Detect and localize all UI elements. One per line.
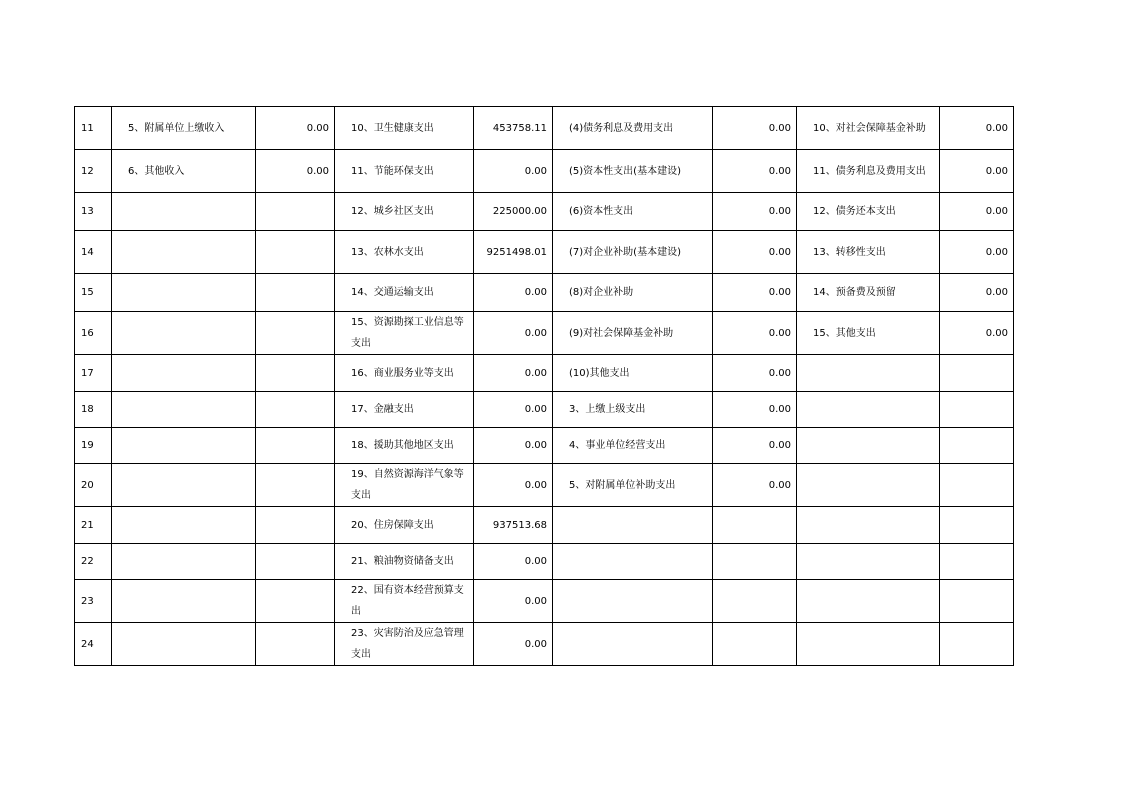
table-row <box>75 231 1014 274</box>
function-expense-amount: 225000.00 <box>474 193 553 231</box>
income-item-amount <box>256 193 335 231</box>
gov-expense-label <box>797 507 940 544</box>
income-item-label <box>112 355 256 392</box>
gov-expense-amount <box>940 355 1014 392</box>
economic-expense-amount: 0.00 <box>713 231 797 274</box>
row-number: 17 <box>75 355 112 392</box>
function-expense-amount: 453758.11 <box>474 107 553 150</box>
income-item-amount <box>256 312 335 355</box>
economic-expense-label: (4)债务利息及费用支出 <box>553 107 713 150</box>
function-expense-amount: 0.00 <box>474 392 553 428</box>
gov-expense-amount: 0.00 <box>940 312 1014 355</box>
economic-expense-amount: 0.00 <box>713 355 797 392</box>
table-row <box>75 507 1014 544</box>
row-number: 12 <box>75 150 112 193</box>
income-item-label <box>112 464 256 507</box>
table-row <box>75 107 1014 150</box>
row-number: 22 <box>75 544 112 580</box>
economic-expense-amount <box>713 507 797 544</box>
gov-expense-amount: 0.00 <box>940 193 1014 231</box>
income-item-label <box>112 544 256 580</box>
table-body <box>75 107 1014 666</box>
function-expense-amount: 0.00 <box>474 355 553 392</box>
gov-expense-amount <box>940 464 1014 507</box>
row-number: 19 <box>75 428 112 464</box>
income-item-label <box>112 623 256 666</box>
economic-expense-amount: 0.00 <box>713 107 797 150</box>
function-expense-amount: 0.00 <box>474 623 553 666</box>
income-item-label <box>112 231 256 274</box>
row-number: 11 <box>75 107 112 150</box>
gov-expense-label: 15、其他支出 <box>797 312 940 355</box>
table-row <box>75 623 1014 666</box>
function-expense-label: 18、援助其他地区支出 <box>335 428 474 464</box>
economic-expense-label: 4、事业单位经营支出 <box>553 428 713 464</box>
income-item-amount <box>256 507 335 544</box>
income-item-label: 5、附属单位上缴收入 <box>112 107 256 150</box>
income-item-amount <box>256 544 335 580</box>
function-expense-label: 23、灾害防治及应急管理支出 <box>335 623 474 666</box>
table-row <box>75 150 1014 193</box>
economic-expense-amount: 0.00 <box>713 312 797 355</box>
table-row <box>75 392 1014 428</box>
gov-expense-amount <box>940 428 1014 464</box>
income-item-label <box>112 507 256 544</box>
table-row <box>75 274 1014 312</box>
function-expense-label: 20、住房保障支出 <box>335 507 474 544</box>
row-number: 20 <box>75 464 112 507</box>
gov-expense-label <box>797 392 940 428</box>
gov-expense-amount: 0.00 <box>940 274 1014 312</box>
economic-expense-label: (7)对企业补助(基本建设) <box>553 231 713 274</box>
income-item-amount <box>256 392 335 428</box>
table-row <box>75 464 1014 507</box>
income-item-amount: 0.00 <box>256 107 335 150</box>
function-expense-label: 11、节能环保支出 <box>335 150 474 193</box>
gov-expense-label: 11、债务利息及费用支出 <box>797 150 940 193</box>
gov-expense-amount <box>940 580 1014 623</box>
economic-expense-label <box>553 544 713 580</box>
table-row <box>75 544 1014 580</box>
economic-expense-amount <box>713 580 797 623</box>
gov-expense-label: 10、对社会保障基金补助 <box>797 107 940 150</box>
income-item-amount <box>256 231 335 274</box>
economic-expense-label <box>553 580 713 623</box>
income-item-label <box>112 193 256 231</box>
income-item-amount <box>256 464 335 507</box>
row-number: 14 <box>75 231 112 274</box>
row-number: 13 <box>75 193 112 231</box>
income-item-amount <box>256 428 335 464</box>
gov-expense-amount <box>940 392 1014 428</box>
income-item-label <box>112 580 256 623</box>
economic-expense-label: (5)资本性支出(基本建设) <box>553 150 713 193</box>
economic-expense-label: (9)对社会保障基金补助 <box>553 312 713 355</box>
gov-expense-label: 12、债务还本支出 <box>797 193 940 231</box>
economic-expense-amount <box>713 623 797 666</box>
row-number: 15 <box>75 274 112 312</box>
economic-expense-label: (10)其他支出 <box>553 355 713 392</box>
function-expense-label: 13、农林水支出 <box>335 231 474 274</box>
table-row <box>75 355 1014 392</box>
economic-expense-amount: 0.00 <box>713 193 797 231</box>
gov-expense-label <box>797 580 940 623</box>
row-number: 24 <box>75 623 112 666</box>
economic-expense-label <box>553 507 713 544</box>
function-expense-label: 21、粮油物资储备支出 <box>335 544 474 580</box>
table-row <box>75 428 1014 464</box>
gov-expense-amount <box>940 623 1014 666</box>
gov-expense-label <box>797 428 940 464</box>
gov-expense-amount <box>940 507 1014 544</box>
function-expense-label: 12、城乡社区支出 <box>335 193 474 231</box>
income-item-label <box>112 392 256 428</box>
gov-expense-label <box>797 544 940 580</box>
gov-expense-label: 14、预备费及预留 <box>797 274 940 312</box>
function-expense-label: 17、金融支出 <box>335 392 474 428</box>
row-number: 16 <box>75 312 112 355</box>
function-expense-label: 10、卫生健康支出 <box>335 107 474 150</box>
income-item-amount <box>256 274 335 312</box>
income-item-amount <box>256 355 335 392</box>
economic-expense-amount <box>713 544 797 580</box>
function-expense-amount: 9251498.01 <box>474 231 553 274</box>
economic-expense-label: (6)资本性支出 <box>553 193 713 231</box>
budget-table <box>74 106 1014 666</box>
economic-expense-label: (8)对企业补助 <box>553 274 713 312</box>
table-row <box>75 312 1014 355</box>
row-number: 21 <box>75 507 112 544</box>
gov-expense-label <box>797 623 940 666</box>
function-expense-amount: 0.00 <box>474 428 553 464</box>
income-item-label <box>112 428 256 464</box>
row-number: 18 <box>75 392 112 428</box>
income-item-amount: 0.00 <box>256 150 335 193</box>
economic-expense-amount: 0.00 <box>713 150 797 193</box>
gov-expense-amount <box>940 544 1014 580</box>
function-expense-amount: 0.00 <box>474 150 553 193</box>
function-expense-label: 16、商业服务业等支出 <box>335 355 474 392</box>
function-expense-amount: 0.00 <box>474 312 553 355</box>
gov-expense-amount: 0.00 <box>940 231 1014 274</box>
function-expense-amount: 0.00 <box>474 274 553 312</box>
table-row <box>75 580 1014 623</box>
function-expense-label: 14、交通运输支出 <box>335 274 474 312</box>
function-expense-amount: 0.00 <box>474 464 553 507</box>
function-expense-amount: 0.00 <box>474 580 553 623</box>
income-item-label: 6、其他收入 <box>112 150 256 193</box>
income-item-label <box>112 312 256 355</box>
economic-expense-amount: 0.00 <box>713 392 797 428</box>
function-expense-label: 22、国有资本经营预算支出 <box>335 580 474 623</box>
function-expense-label: 15、资源勘探工业信息等支出 <box>335 312 474 355</box>
economic-expense-amount: 0.00 <box>713 428 797 464</box>
economic-expense-label: 5、对附属单位补助支出 <box>553 464 713 507</box>
income-item-label <box>112 274 256 312</box>
function-expense-amount: 0.00 <box>474 544 553 580</box>
income-item-amount <box>256 580 335 623</box>
economic-expense-label <box>553 623 713 666</box>
gov-expense-amount: 0.00 <box>940 107 1014 150</box>
economic-expense-amount: 0.00 <box>713 464 797 507</box>
function-expense-amount: 937513.68 <box>474 507 553 544</box>
table-row <box>75 193 1014 231</box>
row-number: 23 <box>75 580 112 623</box>
function-expense-label: 19、自然资源海洋气象等支出 <box>335 464 474 507</box>
gov-expense-label <box>797 464 940 507</box>
economic-expense-label: 3、上缴上级支出 <box>553 392 713 428</box>
gov-expense-label: 13、转移性支出 <box>797 231 940 274</box>
economic-expense-amount: 0.00 <box>713 274 797 312</box>
income-item-amount <box>256 623 335 666</box>
gov-expense-amount: 0.00 <box>940 150 1014 193</box>
gov-expense-label <box>797 355 940 392</box>
